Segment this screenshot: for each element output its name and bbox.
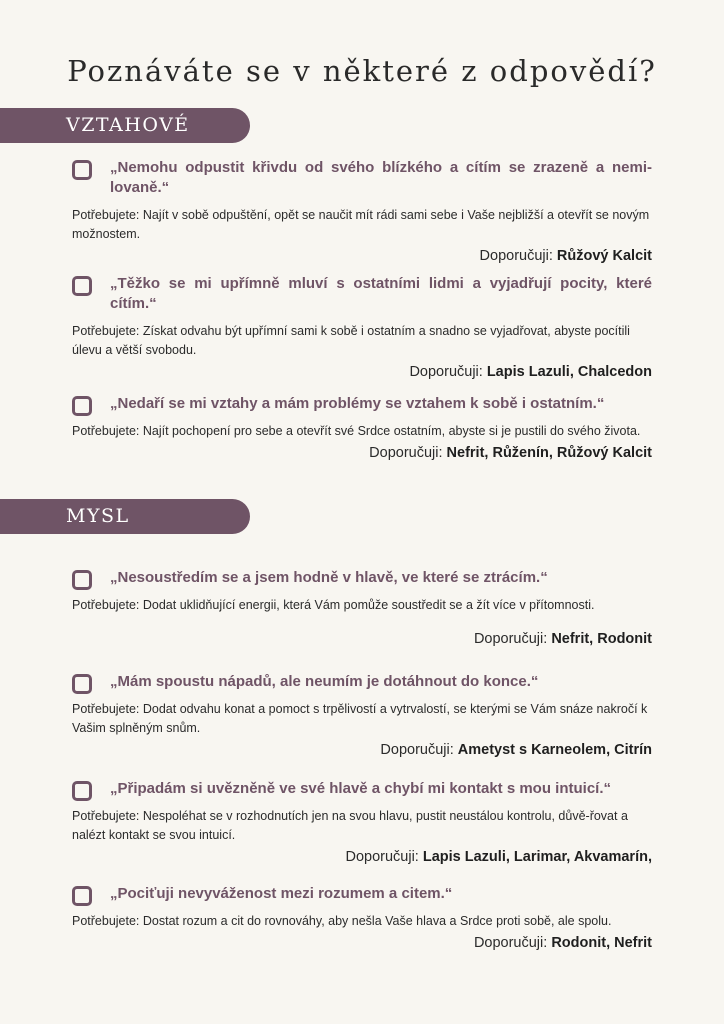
need-text: Potřebujete: Získat odvahu být upřímní sami k sobě i ostatním a snadno se vyjadřovat, abyste pocítili úlevu a větší svobodu.: [72, 324, 630, 357]
recommendation-label: Doporučuji:: [473, 631, 548, 647]
need-text: Potřebujete: Dodat odvahu konat a pomoct s trpělivostí a vytrvalostí, se kterými se Vám snáze nakročí k Vašim splněným snům.: [72, 702, 648, 735]
list-item: [72, 884, 652, 953]
checkbox[interactable]: [72, 396, 92, 416]
need-text: Potřebujete: Najít pochopení pro sebe a otevřít své Srdce ostatním, abyste si je pustili do svého života.: [72, 424, 641, 438]
list-item: [72, 779, 652, 867]
list-item: [72, 568, 652, 649]
quote-text: „Nesoustředím se a jsem hodně v hlavě, ve které se ztrácím.“: [110, 569, 548, 586]
recommendation: [72, 847, 652, 867]
checkbox[interactable]: [72, 674, 92, 694]
need-text: Potřebujete: Dodat uklidňující energii, která Vám pomůže soustředit se a žít více v přítomnosti.: [72, 598, 595, 612]
checkbox[interactable]: [72, 886, 92, 906]
recommendation: [72, 362, 652, 382]
quote-text: „Nedaří se mi vztahy a mám problémy se vztahem k sobě i ostatním.“: [110, 395, 605, 412]
quote-text: „Nemohu odpustit křivdu od svého blízkého a cítím se zrazeně a nemi-lovaně.“: [110, 159, 652, 196]
recommendation: [72, 246, 652, 266]
recommendation-stones: Nefrit, Růženín, Růžový Kalcit: [446, 445, 652, 461]
need-text: Potřebujete: Nespoléhat se v rozhodnutích jen na svou hlavu, pustit neustálou kontrolu, důvě-řovat a nalézt kontakt se svou intuicí.: [72, 809, 628, 842]
checkbox[interactable]: [72, 276, 92, 296]
recommendation-stones: Nefrit, Rodonit: [551, 631, 652, 647]
quote-text: „Těžko se mi upřímně mluví s ostatními lidmi a vyjadřují pocity, které cítím.“: [110, 275, 652, 312]
list-item: [72, 274, 652, 382]
recommendation: [72, 933, 652, 953]
quote-text: „Mám spoustu nápadů, ale neumím je dotáhnout do konce.“: [110, 673, 539, 690]
recommendation-stones: Ametyst s Karneolem, Citrín: [457, 742, 652, 758]
recommendation: [72, 740, 652, 760]
page-title: Poznáváte se v některé z odpovědí?: [67, 54, 657, 88]
need-text: Potřebujete: Dostat rozum a cit do rovnováhy, aby nešla Vaše hlava a Srdce proti sobě, ale spolu.: [72, 914, 612, 928]
section-heading-vztahove: VZTAHOVÉ: [0, 108, 250, 143]
section-heading-mysl: MYSL: [0, 499, 250, 534]
recommendation-label: Doporučuji:: [380, 742, 454, 758]
quote-text: „Pociťuji nevyváženost mezi rozumem a citem.“: [110, 885, 453, 902]
checkbox[interactable]: [72, 570, 92, 590]
recommendation: [72, 443, 652, 463]
recommendation-stones: Lapis Lazuli, Chalcedon: [486, 364, 652, 380]
checkbox[interactable]: [72, 160, 92, 180]
recommendation-label: Doporučuji:: [409, 364, 483, 380]
checkbox[interactable]: [72, 781, 92, 801]
recommendation-label: Doporučuji:: [473, 935, 548, 951]
need-text: Potřebujete: Najít v sobě odpuštění, opět se naučit mít rádi sami sebe i Vaše nejbližší a otevřít se novým možnostem.: [72, 208, 650, 241]
recommendation-stones: Růžový Kalcit: [556, 248, 652, 264]
list-item: [72, 158, 652, 266]
quote-text: „Připadám si uvězněně ve své hlavě a chybí mi kontakt s mou intuicí.“: [110, 780, 612, 797]
recommendation-label: Doporučuji:: [479, 248, 553, 264]
list-item: [72, 672, 652, 760]
recommendation-label: Doporučuji:: [369, 445, 443, 461]
recommendation: [72, 629, 652, 649]
recommendation-stones: Rodonit, Nefrit: [551, 935, 652, 951]
list-item: [72, 394, 652, 463]
recommendation-stones: Lapis Lazuli, Larimar, Akvamarín,: [422, 849, 652, 865]
recommendation-label: Doporučuji:: [345, 849, 419, 865]
